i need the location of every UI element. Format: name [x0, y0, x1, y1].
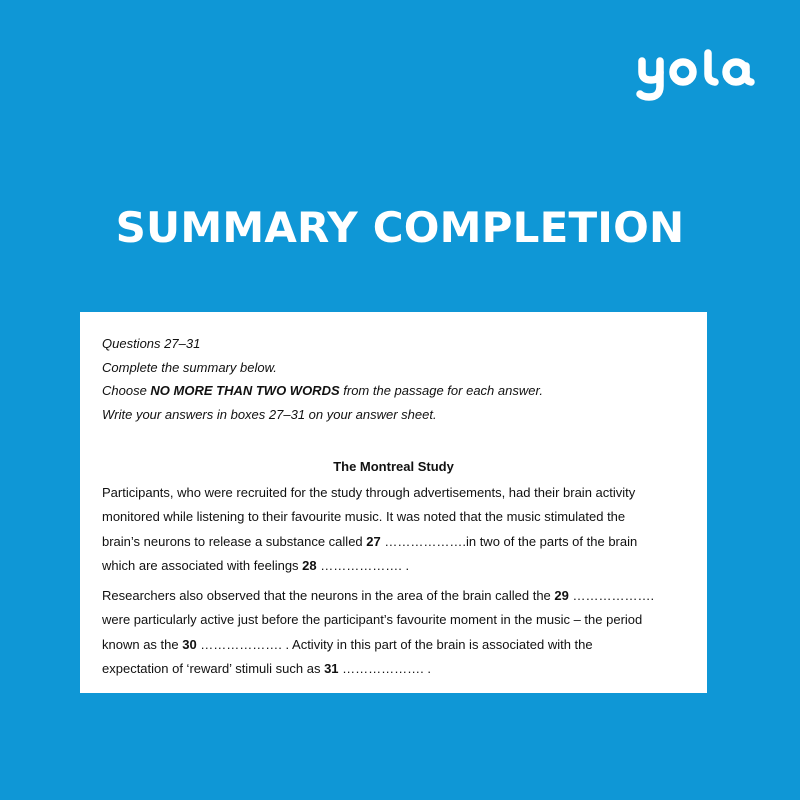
- instruction-questions: Questions 27–31: [102, 336, 201, 351]
- answer-blank-30: ………………. . Activity in this part of the brain is associated with the: [196, 636, 593, 652]
- text-line: were particularly active just before the participant’s favourite moment in the music – the period: [102, 612, 643, 628]
- text-segment: expectation of ‘reward’ stimuli such as: [102, 660, 325, 676]
- summary-paragraph-2: [102, 584, 697, 681]
- summary-paragraph-1: [102, 481, 697, 578]
- instruction-choose-post: from the passage for each answer.: [339, 383, 543, 398]
- text-line: [102, 554, 697, 578]
- answer-blank-31: ………………. .: [338, 660, 431, 676]
- question-card: [80, 312, 707, 693]
- question-number-30: 30: [182, 636, 197, 652]
- text-segment: Researchers also observed that the neurons in the area of the brain called the: [102, 588, 555, 603]
- question-number-27: 27: [366, 533, 381, 549]
- yola-logo: [636, 48, 762, 108]
- question-number-29: 29: [554, 588, 569, 603]
- question-number-31: 31: [324, 660, 339, 676]
- instruction-choose: [102, 379, 543, 403]
- instruction-word-limit: NO MORE THAN TWO WORDS: [150, 383, 340, 398]
- instructions: [102, 332, 543, 426]
- text-segment: known as the: [102, 636, 183, 652]
- answer-blank-29: ……………….: [568, 588, 655, 603]
- yola-logo-mark: [636, 48, 762, 108]
- page-title: SUMMARY COMPLETION: [115, 203, 685, 252]
- text-line: [102, 530, 697, 554]
- answer-blank-27: ……………….in two of the parts of the brain: [380, 533, 638, 549]
- text-segment: which are associated with feelings: [102, 557, 303, 573]
- text-line: monitored while listening to their favourite music. It was noted that the music stimulated the: [102, 509, 626, 525]
- summary-title: The Montreal Study: [333, 459, 454, 474]
- instruction-write: Write your answers in boxes 27–31 on your answer sheet.: [102, 406, 437, 422]
- instruction-complete: Complete the summary below.: [102, 359, 277, 375]
- text-line: Participants, who were recruited for the study through advertisements, had their brain activity: [102, 485, 636, 500]
- answer-blank-28: ………………. .: [316, 557, 410, 573]
- question-number-28: 28: [302, 557, 317, 573]
- text-line: [102, 657, 697, 681]
- instruction-choose-pre: Choose: [102, 383, 151, 398]
- text-line: [102, 584, 697, 608]
- text-segment: brain’s neurons to release a substance called: [102, 533, 367, 549]
- text-line: [102, 633, 697, 657]
